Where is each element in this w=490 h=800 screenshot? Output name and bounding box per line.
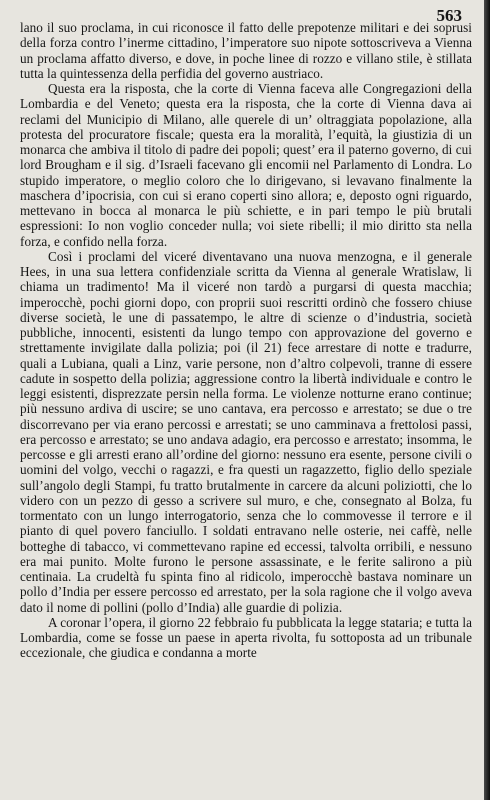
body-text	[20, 20, 472, 661]
paragraph-4: A coronar l’opera, il giorno 22 febbraio fu pubblicata la legge stataria; e tutta la Lombardia, come se fosse un paese in aperta rivolta, fu sottoposta ad un tribunale eccezionale, che giudica e condanna a morte	[20, 614, 472, 661]
page-number: 563	[436, 6, 462, 25]
paragraph-3: Così i proclami del viceré diventavano una nuova menzogna, e il generale Hees, in una sua lettera confidenziale scritta da Vienna al generale Wratislaw, li chiama un tradimento! Ma il viceré non tardò a purgarsi di questa macchia; imperocchè, pochi giorni dopo, con proprii suoi rescritti ordinò che fossero chiuse diverse società, le une di passatempo, le altre di scienze o d’industria, società pubbliche, innocenti, esistenti da lungo tempo con approvazione del governo e strettamente invigilate dalla polizia; poi (il 21) fece arrestare di notte e tradurre, quali a Lubiana, quali a Linz, varie persone, non d’altro colpevoli, tranne di essere cadute in sospetto della polizia; aggressione contro la libertà individuale e contro le leggi esistenti, disprezzate persin nella forma. Le violenze notturne erano continue; più nessuno ardiva di uscire; se uno cantava, era percosso e arrestato; se due o tre discorrevano per via erano percossi e arrestati; se uno camminava a frettolosi passi, era percosso e arrestato; se uno andava adagio, era percosso e arrestato; insomma, le percosse e gli arresti erano all’ordine del giorno: nessuno era esente, persone civili o uomini del volgo, vecchi o ragazzi, e fra questi un ragazzetto, figlio dello speziale sull’angolo degli Stampi, fu tratto brutalmente in carcere da alcuni poliziotti, che lo videro con un pezzo di gesso a scrivere sul muro, e che, consegnato al Bolza, fu tormentato con un lungo interrogatorio, senza che lo commovesse il terrore e il pianto di quel povero fanciullo. I soldati entravano nelle osterie, nei caffè, nelle botteghe di tabacco, vi commettevano rapine ed eccessi, talvolta orribili, e nessuno era mai punito. Molte furono le persone assassinate, e le ferite salirono a più centinaia. La crudeltà fu spinta fino al ridicolo, imperocchè bastava nominare un pollo d’India per essere percosso ed arrestato, per la sola ragione che il volgo aveva dato il nome di pollini (pollo d’India) alle guardie di polizia.	[20, 248, 472, 615]
paragraph-1: lano il suo proclama, in cui riconosce il fatto delle prepotenze militari e dei soprusi della forza contro l’inerme cittadino, l’imperatore suo nipote sottoscriveva a Vienna un proclama affatto diverso, e dove, in poche linee di rozzo e villano stile, è stillata tutta la quintessenza della perfidia del governo austriaco.	[20, 20, 472, 81]
page-edge-shadow	[484, 0, 490, 800]
paragraph-2: Questa era la risposta, che la corte di Vienna faceva alle Congregazioni della Lombardia e del Veneto; questa era la risposta, che la corte di Vienna dava ai reclami del Municipio di Milano, alle querele di un’ oltraggiata popolazione, alla protesta del procuratore fiscale; questa era la moralità, l’equità, la giustizia di un monarca che ambiva il titolo di padre dei popoli; quest’ era il paterno governo, di cui lord Brougham e il sig. d’Israeli facevano gli encomii nel Parlamento di Londra. Lo stupido imperatore, o meglio coloro che lo dirigevano, si levavano finalmente la maschera d’ipocrisia, con cui si erano coperti sino allora; e, deposto ogni riguardo, mettevano in bocca al monarca le più schiette, e in pari tempo le più brutali espressioni: Io non voglio conceder nulla; voi siete ribelli; il mio diritto sta nella forza, e confido nella forza.	[20, 81, 472, 249]
